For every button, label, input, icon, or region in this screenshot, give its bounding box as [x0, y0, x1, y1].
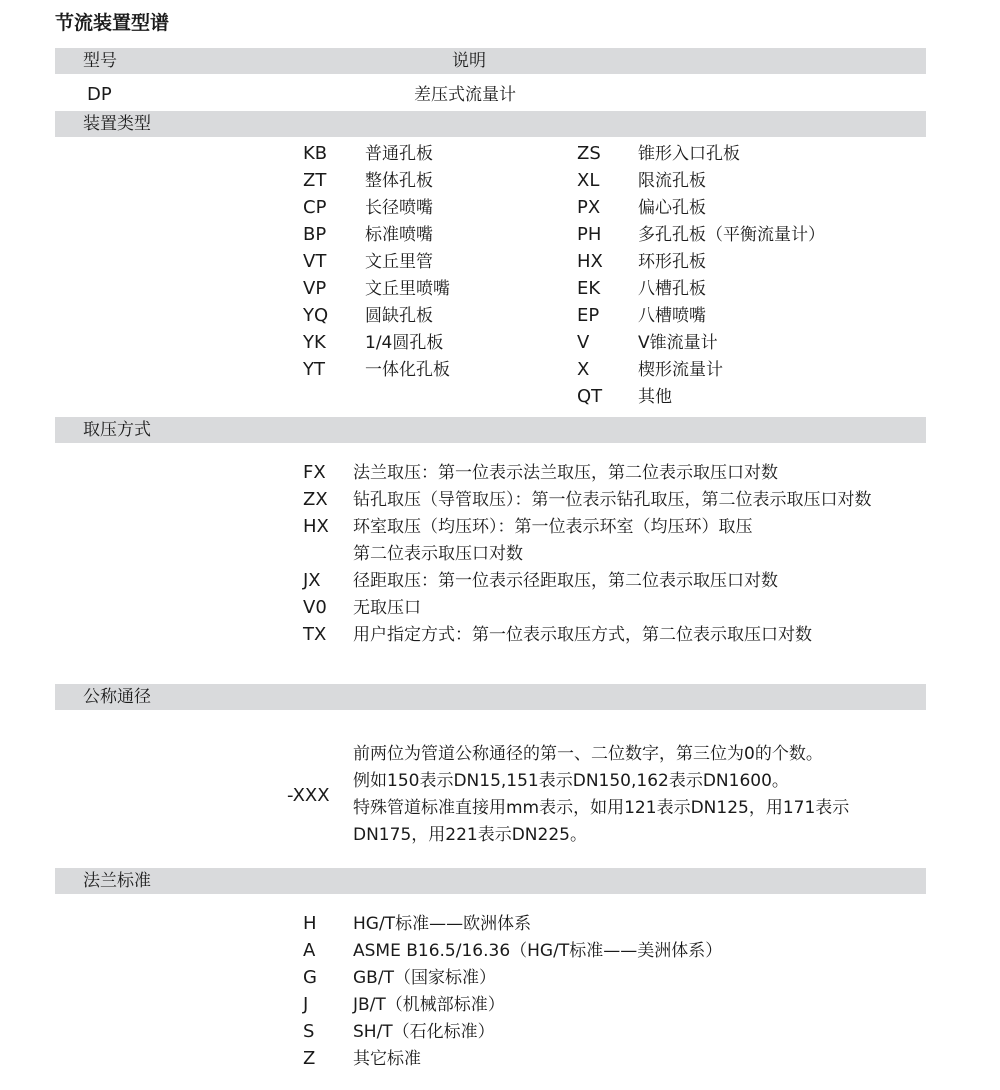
list-item: [303, 1046, 803, 1073]
section-heading-pressure-method: 取压方式: [83, 420, 151, 440]
list-item: [303, 303, 563, 330]
device-code: CP: [303, 197, 327, 218]
list-item: [303, 357, 563, 384]
device-code: ZT: [303, 170, 327, 191]
device-type-right-list: [577, 141, 922, 411]
section-heading-nominal-diameter: 公称通径: [83, 687, 151, 707]
list-item: [303, 1019, 803, 1046]
list-item: [303, 487, 933, 514]
note-line: 例如150表示DN15,151表示DN150,162表示DN1600。: [353, 771, 789, 791]
list-item: [303, 276, 563, 303]
list-item: [577, 330, 922, 357]
flange-code: J: [303, 994, 309, 1015]
flange-standard-list: [303, 911, 803, 1073]
flange-text: ASME B16.5/16.36（HG/T标准——美洲体系）: [353, 941, 723, 961]
device-code: QT: [577, 386, 603, 407]
list-item: [303, 992, 803, 1019]
section-bar-device-type: [55, 111, 926, 137]
list-item: [303, 965, 803, 992]
note-line: 特殊管道标准直接用mm表示，如用121表示DN125，用171表示: [353, 798, 850, 818]
pressure-text: 环室取压（均压环）：第一位表示环室（均压环）取压: [353, 517, 753, 537]
list-item: [303, 195, 563, 222]
list-item: [303, 622, 933, 649]
list-item: [577, 222, 922, 249]
section-bar-flange-standard: [55, 868, 926, 894]
device-name: 锥形入口孔板: [638, 144, 740, 164]
section-bar-pressure-method: [55, 417, 926, 443]
flange-text: JB/T（机械部标准）: [353, 995, 505, 1015]
list-item: [303, 330, 563, 357]
flange-code: S: [303, 1021, 315, 1042]
list-item: [577, 384, 922, 411]
list-item: [577, 195, 922, 222]
flange-code: H: [303, 913, 317, 934]
list-item: [353, 768, 933, 795]
device-code: HX: [577, 251, 603, 272]
device-code: KB: [303, 143, 328, 164]
page-title: 节流装置型谱: [55, 12, 170, 34]
pressure-text: 第二位表示取压口对数: [353, 544, 523, 564]
pressure-code: FX: [303, 462, 326, 483]
note-line: DN175，用221表示DN225。: [353, 825, 587, 845]
device-name: V锥流量计: [638, 333, 718, 353]
nominal-diameter-code: -XXX: [287, 785, 330, 806]
table-header-bar: [55, 48, 926, 74]
list-item: [303, 911, 803, 938]
list-item: [353, 741, 933, 768]
section-bar-nominal-diameter: [55, 684, 926, 710]
pressure-text: 径距取压：第一位表示径距取压，第二位表示取压口对数: [353, 571, 778, 591]
device-name: 文丘里管: [365, 252, 433, 272]
device-code: EK: [577, 278, 601, 299]
device-name: 圆缺孔板: [365, 306, 433, 326]
list-item: [303, 541, 933, 568]
list-item: [303, 460, 933, 487]
list-item: [577, 357, 922, 384]
flange-code: Z: [303, 1048, 316, 1069]
pressure-code: TX: [303, 624, 327, 645]
list-item: [353, 795, 933, 822]
device-code: BP: [303, 224, 327, 245]
flange-text: 其它标准: [353, 1049, 421, 1069]
list-item: [303, 568, 933, 595]
list-item: [303, 141, 563, 168]
device-code: V: [577, 332, 590, 353]
list-item: [577, 303, 922, 330]
device-name: 标准喷嘴: [365, 225, 433, 245]
device-code: X: [577, 359, 590, 380]
device-name: 八槽孔板: [638, 279, 706, 299]
list-item: [577, 249, 922, 276]
section-heading-device-type: 装置类型: [83, 114, 151, 134]
list-item: [303, 249, 563, 276]
device-code: YK: [303, 332, 326, 353]
device-name: 环形孔板: [638, 252, 706, 272]
pressure-text: 法兰取压：第一位表示法兰取压，第二位表示取压口对数: [353, 463, 778, 483]
header-model-label: 型号: [83, 51, 117, 71]
device-name: 1/4圆孔板: [365, 333, 444, 353]
device-type-left-list: [303, 141, 563, 384]
flange-text: GB/T（国家标准）: [353, 968, 496, 988]
device-code: PH: [577, 224, 602, 245]
list-item: [303, 595, 933, 622]
list-item: [577, 168, 922, 195]
device-code: XL: [577, 170, 600, 191]
device-code: YT: [303, 359, 325, 380]
device-code: ZS: [577, 143, 601, 164]
device-name: 限流孔板: [638, 171, 706, 191]
flange-text: SH/T（石化标准）: [353, 1022, 495, 1042]
device-name: 八槽喷嘴: [638, 306, 706, 326]
device-name: 其他: [638, 387, 672, 407]
flange-text: HG/T标准——欧洲体系: [353, 914, 532, 934]
pressure-text: 无取压口: [353, 598, 421, 618]
list-item: [577, 141, 922, 168]
list-item: [353, 822, 933, 849]
device-name: 普通孔板: [365, 144, 433, 164]
device-code: VP: [303, 278, 327, 299]
flange-code: G: [303, 967, 317, 988]
device-code: YQ: [303, 305, 329, 326]
list-item: [577, 276, 922, 303]
device-code: VT: [303, 251, 327, 272]
section-heading-flange-standard: 法兰标准: [83, 871, 151, 891]
pressure-text: 用户指定方式：第一位表示取压方式，第二位表示取压口对数: [353, 625, 812, 645]
pressure-code: V0: [303, 597, 327, 618]
device-name: 偏心孔板: [638, 198, 706, 218]
note-line: 前两位为管道公称通径的第一、二位数字，第三位为0的个数。: [353, 744, 823, 764]
list-item: [303, 222, 563, 249]
device-name: 一体化孔板: [365, 360, 450, 380]
header-description-label: 说明: [452, 51, 486, 71]
device-code: EP: [577, 305, 600, 326]
nominal-diameter-notes: [353, 741, 933, 849]
device-name: 长径喷嘴: [365, 198, 433, 218]
model-code: DP: [87, 84, 112, 105]
pressure-code: JX: [303, 570, 321, 591]
device-code: PX: [577, 197, 601, 218]
device-name: 整体孔板: [365, 171, 433, 191]
device-name: 文丘里喷嘴: [365, 279, 450, 299]
list-item: [303, 938, 803, 965]
device-name: 楔形流量计: [638, 360, 723, 380]
list-item: [303, 168, 563, 195]
device-name: 多孔孔板（平衡流量计）: [638, 225, 825, 245]
pressure-method-list: [303, 460, 933, 649]
pressure-code: ZX: [303, 489, 328, 510]
pressure-text: 钻孔取压（导管取压）：第一位表示钻孔取压，第二位表示取压口对数: [353, 490, 872, 510]
list-item: [303, 514, 933, 541]
pressure-code: HX: [303, 516, 329, 537]
model-description: 差压式流量计: [414, 85, 516, 105]
flange-code: A: [303, 940, 316, 961]
